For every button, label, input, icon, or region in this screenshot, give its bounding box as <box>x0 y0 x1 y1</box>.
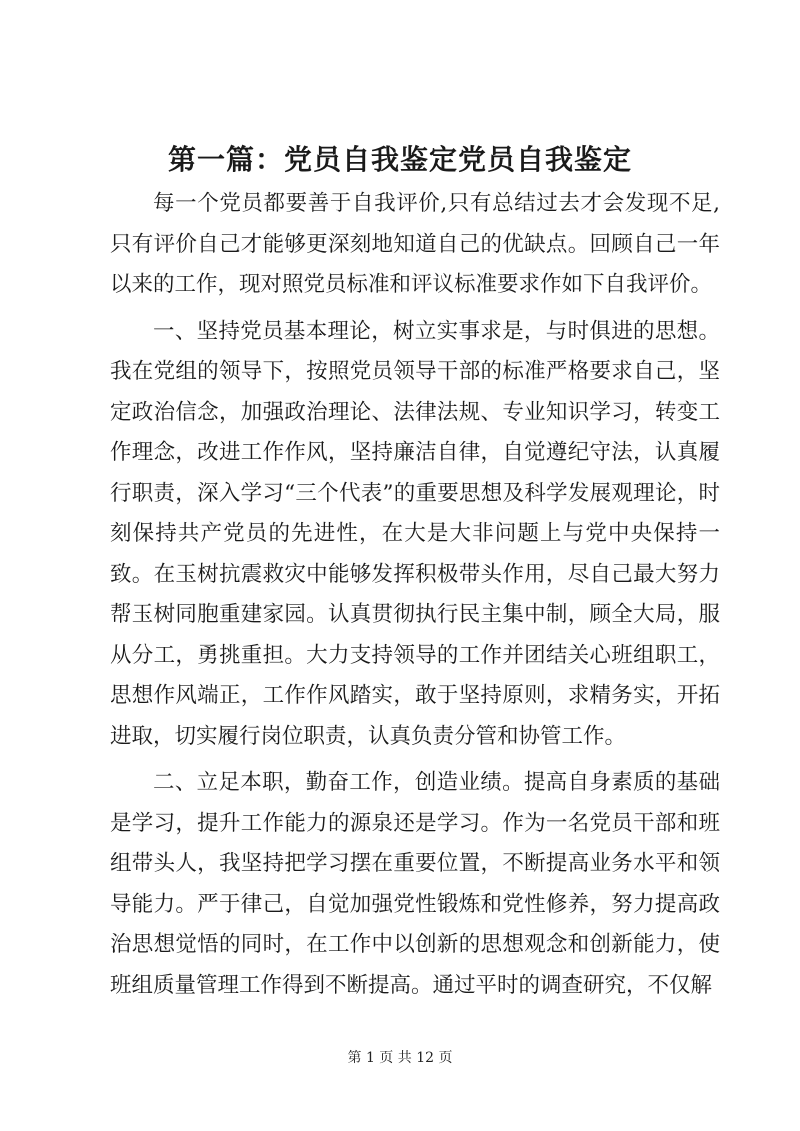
page-number-footer: 第 1 页 共 12 页 <box>347 1050 453 1066</box>
document-title: 第一篇：党员自我鉴定党员自我鉴定 <box>167 143 632 176</box>
paragraph-intro: 每一个党员都要善于自我评价,只有总结过去才会发现不足,只有评价自己才能够更深刻地知道自己的优缺点。回顾自己一年以来的工作，现对照党员标准和评议标准要求作如下自我评价。 <box>110 191 720 297</box>
paragraph-section-one: 一、坚持党员基本理论，树立实事求是，与时俱进的思想。我在党组的领导下，按照党员领导干部的标准严格要求自己，坚定政治信念，加强政治理论、法律法规、专业知识学习，转变工作理念，改进工作作风，坚持廉洁自律，自觉遵纪守法，认真履行职责，深入学习“三个代表”的重要思想及科学发展观理论，时刻保持共产党员的先进性，在大是大非问题上与党中央保持一致。在玉树抗震救灾中能够发挥积极带头作用，尽自己最大努力帮玉树同胞重建家园。认真贯彻执行民主集中制，顾全大局，服从分工，勇挑重担。大力支持领导的工作并团结关心班组职工，思想作风端正，工作作风踏实，敢于坚持原则，求精务实，开拓进取，切实履行岗位职责，认真负责分管和协管工作。 <box>110 318 720 749</box>
paragraph-section-two: 二、立足本职，勤奋工作，创造业绩。提高自身素质的基础是学习，提升工作能力的源泉还是学习。作为一名党员干部和班组带头人，我坚持把学习摆在重要位置，不断提高业务水平和领导能力。严于律己，自觉加强党性锻炼和党性修养，努力提高政治思想觉悟的同时，在工作中以创新的思想观念和创新能力，使班组质量管理工作得到不断提高。通过平时的调查研究，不仅解 <box>110 770 720 998</box>
document-body <box>110 184 720 1012</box>
